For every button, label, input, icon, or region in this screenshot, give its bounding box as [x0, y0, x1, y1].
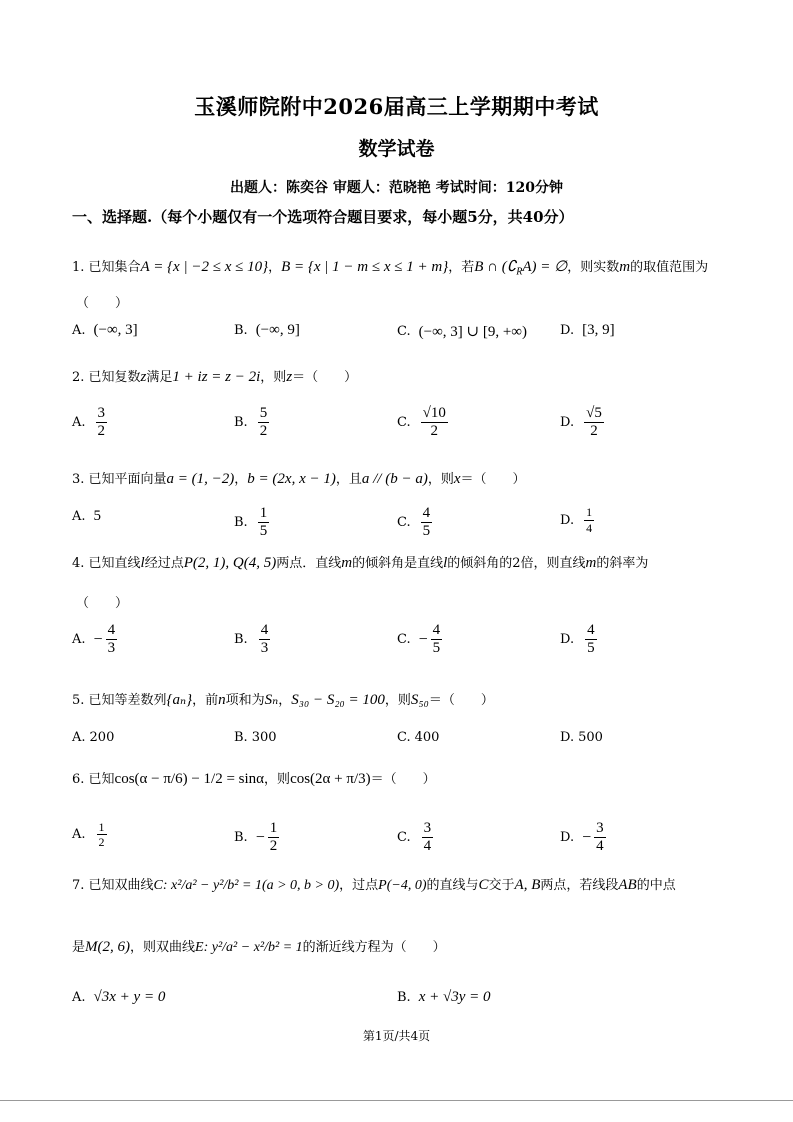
frac-den: 2: [430, 423, 438, 439]
frac-num: 3: [596, 820, 604, 836]
frac-num: 4: [107, 622, 116, 638]
q5-s50: S₅₀: [410, 692, 429, 708]
q7-post: 的中点: [636, 878, 676, 893]
option-fraction: [258, 405, 270, 440]
q6-option-d[interactable]: [560, 820, 608, 855]
q5-sequence: {aₙ}: [166, 692, 193, 708]
q4-paren: （ ）: [76, 596, 129, 611]
option-fraction: [584, 505, 594, 536]
frac-num: 1: [269, 820, 278, 836]
option-label: A.: [72, 632, 86, 647]
q5-option-b[interactable]: [234, 730, 277, 745]
q5-option-a[interactable]: [72, 730, 114, 745]
q1-ask: 的取值范围为: [630, 260, 709, 275]
frac-num: 4: [432, 622, 441, 638]
option-label: D.: [560, 830, 575, 845]
q4-option-b[interactable]: [234, 622, 272, 657]
q3-option-c[interactable]: [397, 505, 434, 540]
section-heading: 一、选择题.（每个小题仅有一个选项符合题目要求，每小题5分，共40分）: [72, 208, 574, 226]
q2-mid: 满足: [146, 370, 173, 385]
option-label: B.: [234, 730, 248, 745]
exam-authors: 出题人：陈奕谷 审题人：范晓艳 考试时间：120分钟: [230, 180, 563, 196]
option-fraction: [584, 405, 604, 440]
q1-option-c[interactable]: [397, 322, 527, 341]
question-5: [72, 689, 494, 709]
option-text: 300: [251, 730, 277, 745]
frac-den: 5: [432, 640, 441, 656]
option-fraction: [431, 622, 443, 657]
option-label: C.: [397, 830, 411, 845]
q1-option-b[interactable]: [234, 322, 300, 339]
q4-var-l2: l: [443, 555, 448, 571]
q7-text: 7. 已知双曲线: [72, 878, 154, 893]
q4-points: P(2, 1), Q(4, 5): [183, 555, 277, 571]
option-sign: −: [582, 828, 592, 846]
frac-num: 4: [260, 622, 269, 638]
frac-den: 3: [260, 640, 269, 656]
q5-var-n: n: [218, 692, 226, 708]
q5-option-c[interactable]: [397, 730, 439, 745]
question-4: [72, 552, 648, 572]
frac-den: 2: [590, 423, 598, 439]
option-label: B.: [397, 990, 411, 1005]
option-label: D.: [560, 730, 575, 745]
q7-mid4: 两点，若线段: [540, 878, 619, 893]
q6-option-a[interactable]: [72, 820, 109, 849]
frac-den: 5: [587, 640, 595, 656]
option-label: C.: [397, 415, 411, 430]
q7-points-ab: A, B: [514, 877, 541, 893]
option-fraction: [97, 820, 107, 849]
option-label: C.: [397, 632, 411, 647]
bottom-divider: [0, 1100, 793, 1101]
option-fraction: [594, 820, 606, 855]
q2-text: 2. 已知复数: [72, 370, 141, 385]
q7-hyperbola-e: E: y²/a² − x²/b² = 1: [195, 940, 303, 955]
q5-text: 5. 已知等差数列: [72, 693, 167, 708]
option-fraction: [422, 820, 434, 855]
q3-and: ，且: [335, 472, 362, 487]
q1-cond-sub: R: [516, 266, 523, 278]
question-1: [72, 256, 708, 278]
q3-ask: ＝（ ）: [460, 472, 526, 487]
q3-var-x: x: [453, 471, 461, 487]
option-label: A.: [72, 990, 86, 1005]
q4-option-d[interactable]: [560, 622, 599, 657]
option-text: [3, 9]: [582, 322, 615, 338]
q5-sum: Sₙ: [264, 692, 279, 708]
q1-option-a[interactable]: [72, 322, 138, 339]
frac-num: 1: [259, 505, 268, 521]
q7-line2-pre: 是: [72, 940, 86, 955]
q1-set-a: A = {x | −2 ≤ x ≤ 10}: [140, 259, 269, 275]
option-label: A.: [72, 415, 86, 430]
q1-cond: B ∩ (∁: [474, 259, 517, 275]
option-text: 400: [414, 730, 440, 745]
frac-num: 3: [423, 820, 432, 836]
option-label: C.: [397, 324, 411, 339]
q1-paren: （ ）: [76, 296, 129, 311]
q6-option-c[interactable]: [397, 820, 435, 855]
frac-den: 2: [98, 835, 105, 849]
q3-option-d[interactable]: [560, 505, 596, 536]
q2-option-c[interactable]: [397, 405, 450, 440]
q6-text: 6. 已知: [72, 772, 115, 787]
q2-option-a[interactable]: [72, 405, 109, 440]
option-sign: −: [255, 828, 265, 846]
frac-num: 1: [586, 505, 593, 519]
q2-option-d[interactable]: [560, 405, 606, 440]
option-fraction: [421, 405, 448, 440]
option-text: 500: [578, 730, 603, 745]
q1-post: ，则实数: [567, 260, 620, 275]
option-text: 5: [93, 508, 102, 524]
q3-text: 3. 已知平面向量: [72, 472, 167, 487]
q7-ask: 的渐近线方程为（ ）: [302, 940, 446, 955]
frac-den: 4: [596, 838, 604, 854]
frac-num: 3: [97, 405, 106, 421]
frac-num: 4: [422, 505, 431, 521]
option-label: A.: [72, 827, 86, 842]
option-fraction: [259, 622, 271, 657]
q6-target: cos(2α + π/3): [290, 771, 371, 787]
q4-ask: 的斜率为: [596, 556, 649, 571]
option-label: B.: [234, 515, 248, 530]
q4-option-c[interactable]: [397, 622, 444, 657]
option-fraction: [258, 505, 270, 540]
q6-equation: cos(α − π/6) − 1/2 = sinα: [114, 771, 265, 787]
q3-vector-b: b = (2x, x − 1): [247, 471, 336, 487]
option-label: D.: [560, 632, 575, 647]
q6-option-b[interactable]: [234, 820, 281, 855]
option-text: (−∞, 3] ∪ [9, +∞): [418, 324, 527, 340]
q2-ask: ＝（ ）: [292, 370, 358, 385]
q2-post: ，则: [260, 370, 287, 385]
q1-var-m: m: [619, 259, 631, 275]
q2-var-z2: z: [286, 369, 293, 385]
q1-sep: ，: [268, 260, 282, 275]
q2-var-z: z: [140, 369, 147, 385]
q1-if: ，若: [448, 260, 475, 275]
option-fraction: [421, 505, 433, 540]
q4-var-m2: m: [585, 555, 597, 571]
option-text: (−∞, 3]: [93, 322, 138, 338]
frac-den: 2: [259, 423, 268, 439]
q3-vector-a: a = (1, −2): [166, 471, 235, 487]
q4-var-m: m: [341, 555, 353, 571]
q3-sep: ，: [234, 472, 248, 487]
q7-option-b[interactable]: [397, 989, 490, 1006]
option-label: B.: [234, 415, 248, 430]
q3-option-a[interactable]: [72, 508, 101, 525]
option-label: D.: [560, 415, 575, 430]
option-label: A.: [72, 730, 86, 745]
q5-option-d[interactable]: [560, 730, 603, 745]
q2-equation: 1 + iz = z − 2i: [172, 369, 261, 385]
q4-mid3: 的倾斜角是直线: [352, 556, 444, 571]
frac-num: √10: [422, 405, 446, 421]
frac-num: 5: [259, 405, 268, 421]
option-label: D.: [560, 323, 575, 338]
option-label: A.: [72, 323, 86, 338]
q4-mid2: 两点．直线: [276, 556, 342, 571]
option-fraction: [268, 820, 280, 855]
q5-mid2: 项和为: [225, 693, 265, 708]
option-label: D.: [560, 513, 575, 528]
q4-mid: 经过点: [144, 556, 184, 571]
frac-num: 1: [98, 820, 105, 834]
question-2: [72, 366, 357, 386]
q7-midpoint: M(2, 6): [85, 939, 131, 955]
question-7: [72, 874, 676, 894]
q6-post: ，则: [264, 772, 291, 787]
q7-hyperbola-c: C: x²/a² − y²/b² = 1(a > 0, b > 0): [153, 878, 340, 893]
q7-mid2: 的直线与: [426, 878, 479, 893]
q5-mid: ，前: [192, 693, 219, 708]
option-label: C.: [397, 515, 411, 530]
q4-mid4: 的倾斜角的2倍，则直线: [447, 556, 586, 571]
q1-option-d[interactable]: [560, 322, 615, 339]
q3-option-b[interactable]: [234, 505, 271, 540]
option-text: (−∞, 9]: [255, 322, 300, 338]
q1-set-b: B = {x | 1 − m ≤ x ≤ 1 + m}: [281, 259, 449, 275]
frac-den: 2: [269, 838, 278, 854]
question-7-line2: [72, 936, 446, 956]
q5-condition: S₃₀ − S₂₀ = 100: [291, 692, 385, 708]
frac-den: 5: [422, 523, 431, 539]
q5-post: ，则: [384, 693, 411, 708]
option-text: √3x + y = 0: [93, 989, 166, 1005]
option-sign: −: [418, 630, 428, 648]
option-label: B.: [234, 323, 248, 338]
option-fraction: [585, 622, 597, 657]
option-sign: −: [93, 630, 103, 648]
q7-segment: AB: [618, 877, 637, 893]
frac-den: 3: [107, 640, 116, 656]
q4-var-l: l: [140, 555, 145, 571]
q4-text: 4. 已知直线: [72, 556, 141, 571]
q1-text: 1. 已知集合: [72, 260, 141, 275]
q1-cond-end: A) = ∅: [522, 259, 568, 275]
q5-sep: ，: [278, 693, 292, 708]
q7-point-p: P(−4, 0): [378, 878, 427, 893]
q2-option-b[interactable]: [234, 405, 271, 440]
option-label: B.: [234, 830, 248, 845]
page-footer: 第1页/共4页: [362, 1029, 431, 1043]
option-label: B.: [234, 632, 248, 647]
frac-den: 4: [423, 838, 432, 854]
frac-den: 2: [97, 423, 106, 439]
q3-post: ，则: [427, 472, 454, 487]
exam-subtitle: 数学试卷: [358, 138, 435, 160]
q7-var-c: C: [478, 877, 489, 893]
option-text: x + √3y = 0: [418, 989, 491, 1005]
option-label: C.: [397, 730, 411, 745]
frac-den: 5: [259, 523, 268, 539]
option-fraction: [106, 622, 118, 657]
q7-line2-mid: ，则双曲线: [130, 940, 196, 955]
question-3: [72, 468, 526, 488]
exam-title: 玉溪师院附中2026届高三上学期期中考试: [194, 94, 599, 119]
q3-parallel: a // (b − a): [361, 471, 428, 487]
q5-ask: ＝（ ）: [428, 693, 494, 708]
q7-mid3: 交于: [488, 878, 515, 893]
option-fraction: [96, 405, 108, 440]
frac-num: √5: [586, 405, 602, 421]
q4-option-a[interactable]: [72, 622, 119, 657]
question-6: [72, 768, 436, 788]
option-text: 200: [89, 730, 115, 745]
option-label: A.: [72, 509, 86, 524]
frac-den: 4: [586, 521, 593, 535]
q6-ask: ＝（ ）: [370, 772, 436, 787]
frac-num: 4: [587, 622, 595, 638]
q7-option-a[interactable]: [72, 989, 165, 1006]
q7-mid: ，过点: [339, 878, 379, 893]
